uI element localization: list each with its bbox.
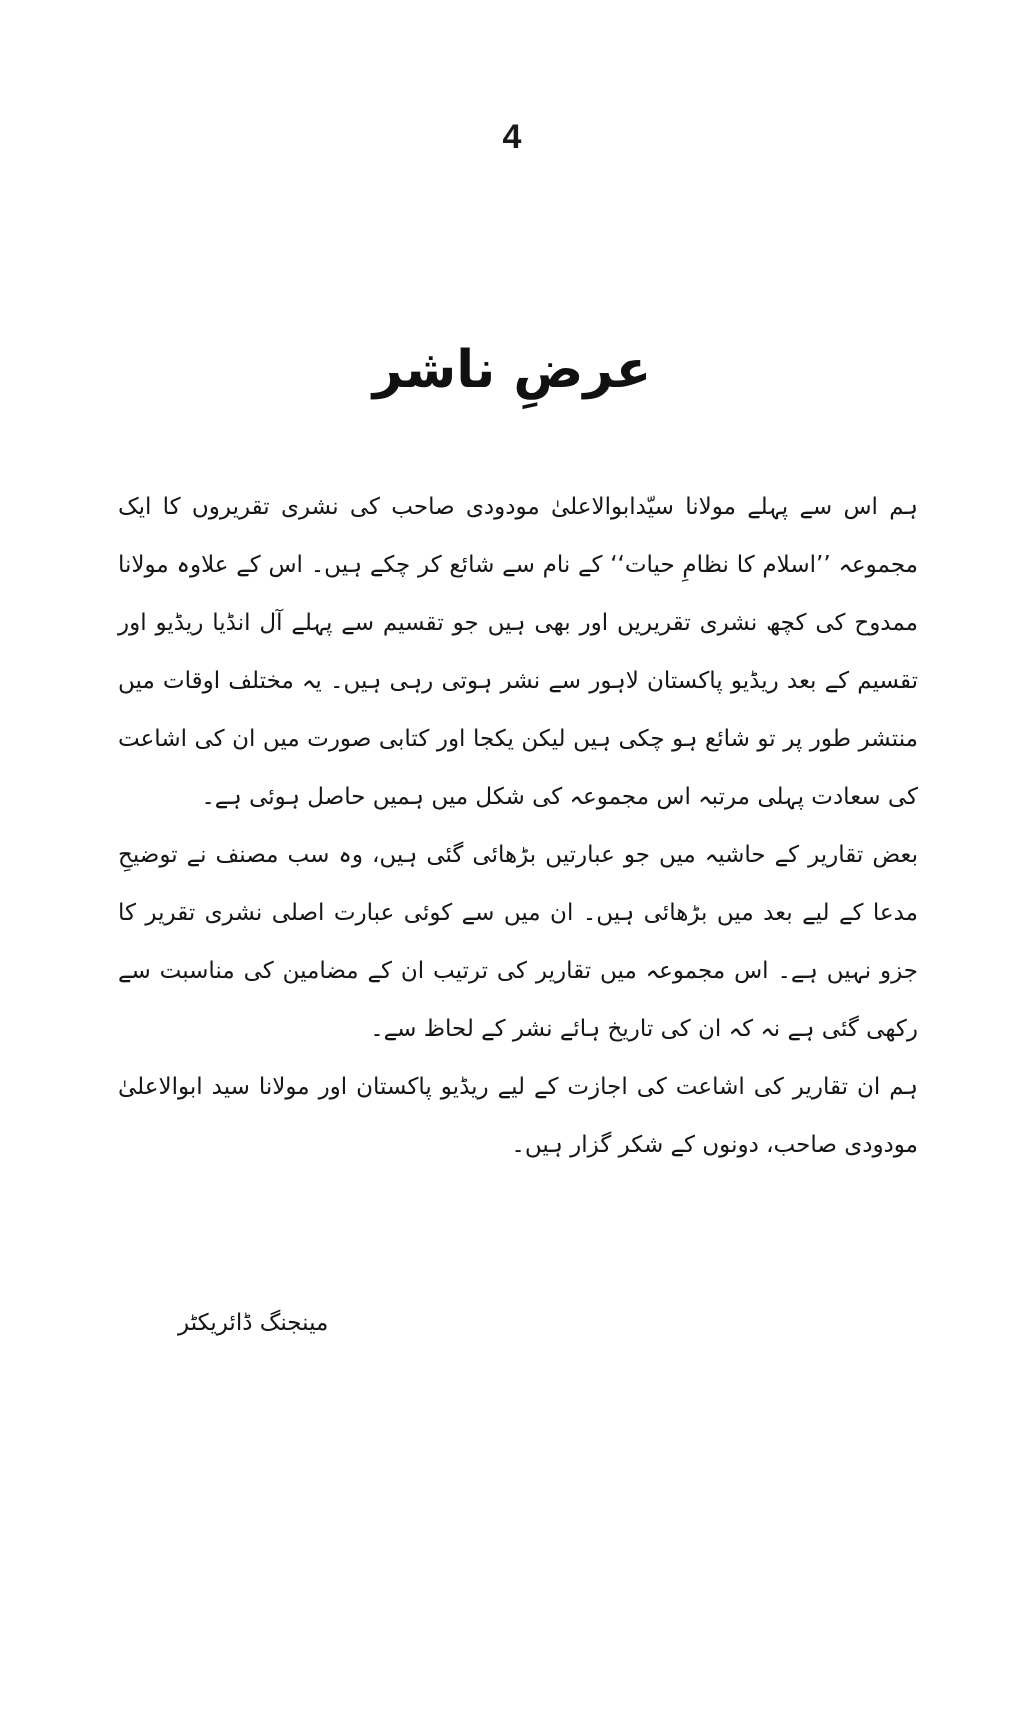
page-title: عرضِ ناشر bbox=[372, 340, 652, 400]
page-number: 4 bbox=[502, 118, 522, 156]
body-text bbox=[118, 478, 918, 1174]
paragraph-2: بعض تقاریر کے حاشیہ میں جو عبارتیں بڑھائی گئی ہیں، وہ سب مصنف نے توضیحِ مدعا کے لیے بعد میں بڑھائی ہیں۔ ان میں سے کوئی عبارت اصلی نشری تقریر کا جزو نہیں ہے۔ اس مجموعہ میں تقاریر کی ترتیب ان کے مضامین کی مناسبت سے رکھی گئی ہے نہ کہ ان کی تاریخ ہائے نشر کے لحاظ سے۔ bbox=[118, 842, 918, 1042]
paragraph-3: ہم ان تقاریر کی اشاعت کی اجازت کے لیے ریڈیو پاکستان اور مولانا سید ابوالاعلیٰ مودودی صاحب، دونوں کے شکر گزار ہیں۔ bbox=[118, 1074, 918, 1158]
paragraph-1: ہم اس سے پہلے مولانا سیّدابوالاعلیٰ مودودی صاحب کی نشری تقریروں کا ایک مجموعہ ’’اسلام کا نظامِ حیات‘‘ کے نام سے شائع کر چکے ہیں۔ اس کے علاوہ مولانا ممدوح کی کچھ نشری تقریریں اور بھی ہیں جو تقسیم سے پہلے آل انڈیا ریڈیو اور تقسیم کے بعد ریڈیو پاکستان لاہور سے نشر ہوتی رہی ہیں۔ یہ مختلف اوقات میں منتشر طور پر تو شائع ہو چکی ہیں لیکن یکجا اور کتابی صورت میں ان کی اشاعت کی سعادت پہلی مرتبہ اس مجموعہ کی شکل میں ہمیں حاصل ہوئی ہے۔ bbox=[118, 494, 918, 810]
signature: مینجنگ ڈائریکٹر bbox=[178, 1310, 329, 1336]
